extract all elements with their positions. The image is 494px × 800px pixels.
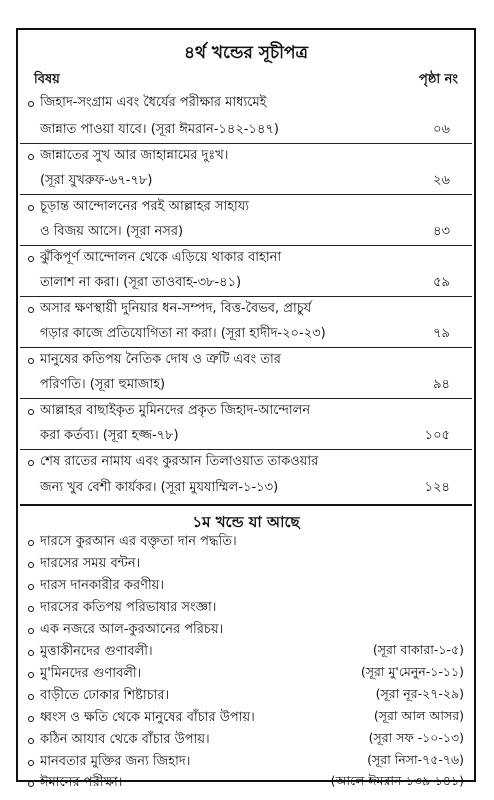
vol1-item-ref: (সূরা আল আসর) — [373, 708, 464, 723]
bullet-icon — [28, 672, 34, 678]
toc-item-page: ১২৪ — [424, 480, 450, 495]
bullet-icon — [28, 460, 34, 466]
toc-item-line: জান্নাতের সুখ আর জাহান্নামের দুঃখ। — [40, 148, 229, 163]
bullet-icon — [28, 540, 34, 546]
divider — [20, 194, 472, 195]
toc-item-line: শেষ রাতের নামায এবং কুরআন তিলাওয়াত তাকওয়ার — [40, 454, 319, 469]
bullet-icon — [28, 781, 34, 787]
bullet-icon — [28, 562, 34, 568]
vol1-item: ঈমানের পরীক্ষা। — [40, 775, 123, 790]
bullet-icon — [28, 738, 34, 744]
vol1-item: মানবতার মুক্তির জন্য জিহাদ। — [40, 754, 191, 769]
divider — [20, 245, 472, 246]
toc-item-page: ৯৪ — [433, 377, 450, 392]
toc-item-line: জিহাদ-সংগ্রাম এবং ধৈর্যের পরীক্ষার মাধ্যমেই — [40, 95, 267, 110]
vol1-item: ধ্বংস ও ক্ষতি থেকে মানুষের বাঁচার উপায়। — [40, 710, 255, 725]
bullet-icon — [28, 409, 34, 415]
toc-item-line: জান্নাত পাওয়া যাবে। (সূরা ঈমরান-১৪২-১৪৭) — [40, 122, 279, 137]
bullet-icon — [28, 606, 34, 612]
vol1-item: এক নজরে আল-কুরআনের পরিচয়। — [40, 622, 224, 637]
toc-item-line: পরিণতি। (সূরা হুমাজাহ) — [40, 377, 166, 392]
toc-title: ৪র্থ খন্ডের সূচীপত্র — [183, 43, 309, 63]
section-divider — [20, 504, 472, 506]
toc-item-line: আল্লাহর বাছাইকৃত মুমিনদের প্রকৃত জিহাদ-আন্দোলন — [40, 403, 311, 418]
toc-item-line: মানুষের কতিপয় নৈতিক দোষ ও ত্রুটি এবং তার — [40, 352, 281, 367]
toc-frame — [16, 28, 476, 790]
divider — [20, 449, 472, 450]
vol1-item: কঠিন আযাব থেকে বাঁচার উপায়। — [40, 732, 210, 747]
vol1-item-ref: (সূরা নূর-২৭-২৯) — [375, 686, 464, 701]
toc-item-line: অসার ক্ষণস্থায়ী দুনিয়ার ধন-সম্পদ, বিত্ত-বৈভব, প্রাচুর্য — [40, 301, 312, 316]
bullet-icon — [28, 716, 34, 722]
toc-item-page: ৫৯ — [433, 275, 450, 290]
bullet-icon — [28, 650, 34, 656]
toc-item-page: ৪৩ — [433, 224, 450, 239]
toc-item-line: জন্য খুব বেশী কার্যকর। (সূরা মুযযাম্মিল-১-১৩) — [40, 480, 279, 495]
vol1-item: দারসের সময় বন্টন। — [40, 556, 141, 571]
vol1-item-ref: (সূরা বাকারা-১-৫) — [372, 642, 464, 657]
bullet-icon — [28, 154, 34, 160]
toc-item-page: ০৬ — [433, 122, 450, 137]
toc-item-line: গড়ার কাজে প্রতিযোগিতা না করা। (সূরা হাদীদ-২০-২৩) — [40, 326, 326, 341]
vol1-item-ref: (আলে ঈমরান-১৩৯-১৪১) — [330, 773, 464, 788]
vol1-item: দারসের কতিপয় পরিভাষার সংজ্ঞা। — [40, 600, 217, 615]
toc-item-page: ২৬ — [433, 173, 450, 188]
bullet-icon — [28, 358, 34, 364]
vol1-item: দারসে কুরআন এর বক্তৃতা দান পদ্ধতি। — [40, 534, 237, 549]
vol1-item-ref: (সূরা সফ -১০-১৩) — [368, 730, 464, 745]
toc-item-line: ঝুঁকিপূর্ণ আন্দোলন থেকে এড়িয়ে থাকার বাহানা — [40, 250, 282, 265]
toc-item-line: ও বিজয় আসে। (সূরা নসর) — [40, 224, 184, 239]
toc-item-line: তালাশ না করা। (সূরা তাওবাহ-৩৮-৪১) — [40, 275, 242, 290]
column-subject-label: বিষয় — [34, 72, 60, 87]
toc-item-line: করা কর্তব্য। (সূরা হজ্জ-৭৮) — [40, 428, 179, 443]
divider — [20, 347, 472, 348]
bullet-icon — [28, 101, 34, 107]
bullet-icon — [28, 205, 34, 211]
vol1-title: ১ম খন্ডে যা আছে — [192, 513, 300, 531]
bullet-icon — [28, 760, 34, 766]
vol1-item: বাড়ীতে ঢোকার শিষ্টাচার। — [40, 688, 170, 703]
column-page-label: পৃষ্ঠা নং — [419, 72, 458, 87]
toc-item-line: (সূরা যুখরুফ-৬৭-৭৮) — [40, 173, 153, 188]
vol1-item: মুত্তাকীনদের গুণাবলী। — [40, 644, 153, 659]
divider — [20, 398, 472, 399]
bullet-icon — [28, 256, 34, 262]
bullet-icon — [28, 628, 34, 634]
vol1-item: দারস দানকারীর করণীয়। — [40, 578, 164, 593]
bullet-icon — [28, 584, 34, 590]
divider — [20, 143, 472, 144]
vol1-item-ref: (সূরা নিসা-৭৫-৭৬) — [367, 752, 464, 767]
bullet-icon — [28, 307, 34, 313]
toc-item-page: ১০৫ — [424, 428, 450, 443]
vol1-item-ref: (সূরা মু'মেনুন-১-১১) — [360, 664, 464, 679]
toc-item-page: ৭৯ — [433, 326, 450, 341]
divider — [20, 296, 472, 297]
toc-item-line: চূড়ান্ত আন্দোলনের পরই আল্লাহর সাহায্য — [40, 199, 250, 214]
vol1-item: মু'মিনদের গুণাবলী। — [40, 666, 142, 681]
bullet-icon — [28, 694, 34, 700]
